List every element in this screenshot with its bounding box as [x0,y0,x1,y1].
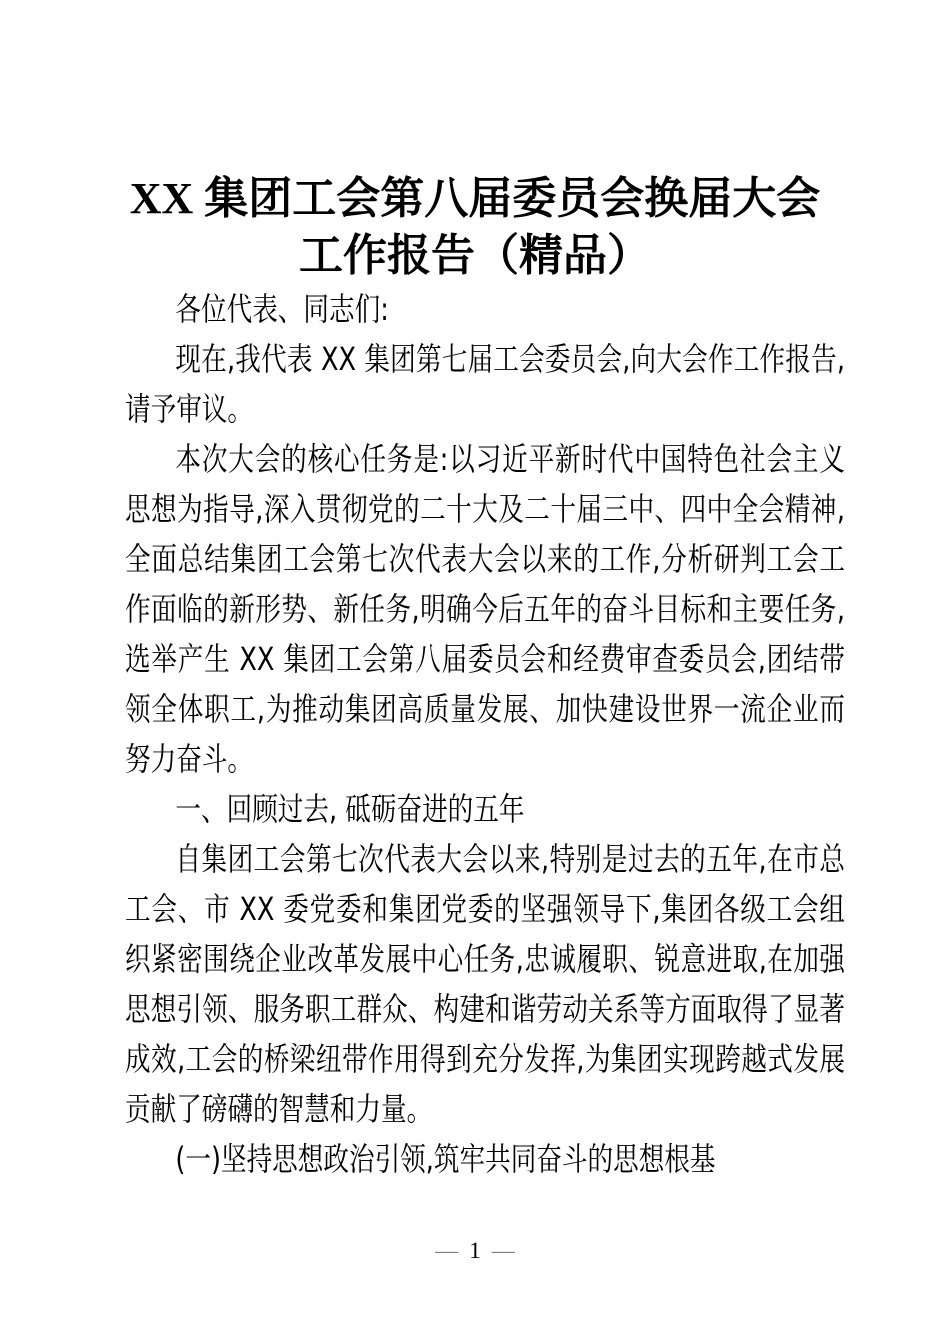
footer-dash-left: — [435,1238,459,1263]
page-footer [0,1238,950,1264]
intro-paragraph: 现在,我代表 XX 集团第七届工会委员会,向大会作工作报告,请予审议。 [125,340,845,428]
section-1-paragraph: 自集团工会第七次代表大会以来,特别是过去的五年,在市总工会、市 XX 委党委和集团党委的坚强领导下,集团各级工会组织紧密围绕企业改革发展中心任务,忠诚履职、锐意进取,在加强思想引领、服务职工群众、构建和谐劳动关系等方面取得了显著成效,工会的桥梁纽带作用得到充分发挥,为集团实现跨越式发展贡献了磅礴的智慧和力量。 [125,840,845,1128]
document-body [125,284,845,1184]
document-title: XX 集团工会第八届委员会换届大会工作报告（精品） [129,174,821,280]
core-task-paragraph: 本次大会的核心任务是:以习近平新时代中国特色社会主义思想为指导,深入贯彻党的二十大及二十届三中、四中全会精神,全面总结集团工会第七次代表大会以来的工作,分析研判工会工作面临的新形势、新任务,明确今后五年的奋斗目标和主要任务,选举产生 XX 集团工会第八届委员会和经费审查委员会,团结带领全体职工,为推动集团高质量发展、加快建设世界一流企业而努力奋斗。 [125,440,845,778]
footer-dash-right: — [491,1238,515,1263]
subsection-heading-1-1: (一)坚持思想政治引领,筑牢共同奋斗的思想根基 [175,1140,716,1178]
section-heading-1: 一、回顾过去, 砥砺奋进的五年 [175,790,525,828]
salutation-line: 各位代表、同志们: [175,290,389,328]
page-number: 1 [469,1238,481,1263]
